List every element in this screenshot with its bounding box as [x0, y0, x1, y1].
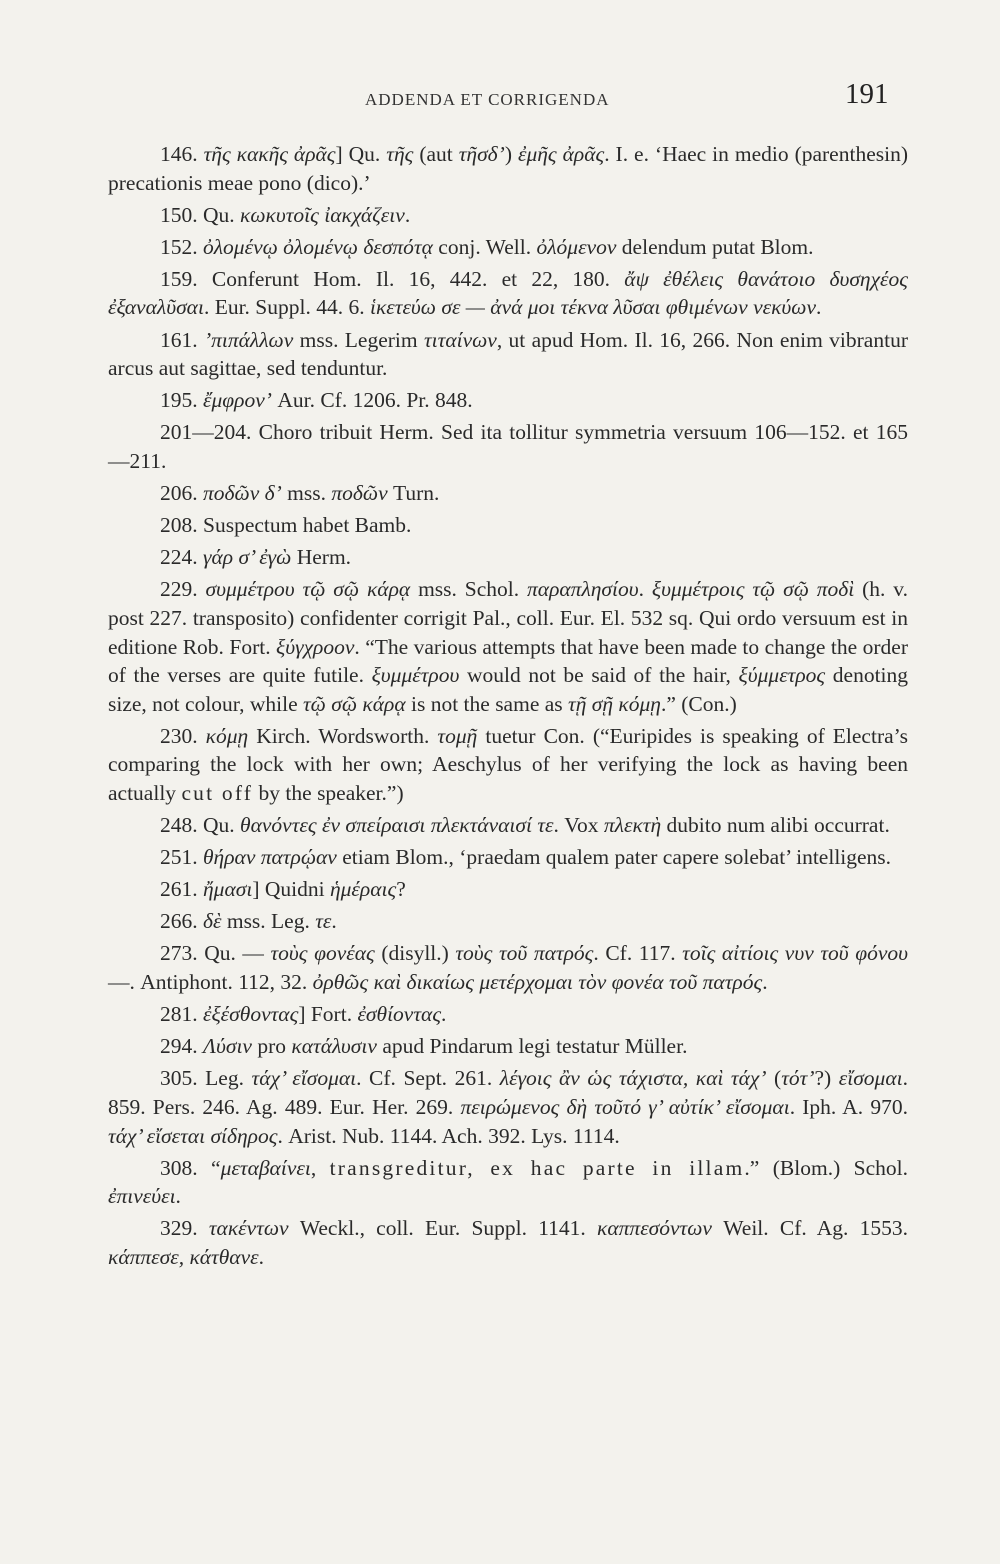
- note-text: 329.: [160, 1216, 209, 1241]
- note-text: . 859. Pers. 246. Ag. 489. Eur. Her. 269.: [108, 1066, 908, 1119]
- greek-text: πλεκτὴ: [603, 813, 662, 838]
- note-paragraph: [108, 233, 908, 262]
- note-text: . Cf. Sept. 261.: [356, 1066, 500, 1091]
- note-paragraph: [108, 1064, 908, 1150]
- note-paragraph: [108, 875, 908, 904]
- greek-text: συμμέτρου τῷ σῷ κάρᾳ: [205, 577, 411, 602]
- greek-text: τῆσδ’: [458, 142, 505, 166]
- note-text: , ut apud Hom. Il. 16, 266. Non enim vibrantur arcus aut sagittae, sed tenduntur.: [108, 327, 908, 381]
- greek-text: ποδῶν: [331, 481, 388, 506]
- note-text: —. Antiphont. 112, 32.: [108, 970, 313, 995]
- greek-text: μεταβαίνει: [220, 1155, 311, 1180]
- greek-text: ξυμμέτροις τῷ σῷ ποδὶ: [651, 577, 855, 602]
- greek-text: ἐξέσθοντας: [203, 1002, 299, 1027]
- note-text: 224.: [160, 545, 203, 570]
- page-header: [0, 78, 1000, 118]
- note-text: . Iph. A. 970.: [789, 1094, 908, 1119]
- greek-text: τάχ’ εἴσομαι: [251, 1066, 357, 1091]
- note-text: ] Quidni: [252, 877, 330, 902]
- greek-text: τότ’: [781, 1066, 815, 1091]
- note-paragraph: [108, 201, 908, 230]
- greek-text: τῆς κακῆς ἀρᾶς: [203, 142, 336, 166]
- note-text: conj. Well.: [432, 234, 537, 259]
- note-text: .: [816, 295, 822, 320]
- note-paragraph: [108, 140, 908, 197]
- spaced-text: transgreditur, ex hac parte in illam: [329, 1155, 745, 1180]
- greek-text: θήραν πατρῴαν: [203, 845, 337, 870]
- greek-text: κωκυτοῖς ἰακχάζειν: [240, 202, 405, 227]
- note-text: etiam Blom., ‘praedam qualem pater capere solebat’ intelligens.: [336, 845, 892, 870]
- greek-text: ἐπινεύει: [108, 1184, 176, 1209]
- note-paragraph: [108, 386, 908, 415]
- note-text: 261.: [160, 877, 203, 902]
- note-text: .: [638, 577, 652, 602]
- greek-text: κόμῃ: [205, 723, 249, 748]
- note-text: 248. Qu.: [160, 813, 241, 838]
- note-text: is not the same as: [405, 691, 569, 716]
- note-text: apud Pindarum legi testatur Müller.: [376, 1034, 688, 1059]
- running-head: ADDENDA ET CORRIGENDA: [365, 90, 610, 109]
- note-text: 206.: [160, 481, 203, 506]
- note-text: . Cf. 117.: [593, 941, 683, 966]
- spaced-text: cut off: [181, 780, 254, 805]
- note-text: dubito num alibi occurrat.: [661, 813, 890, 838]
- note-text: .” (Con.): [660, 691, 737, 716]
- greek-text: δὲ: [203, 909, 222, 934]
- note-text: 266.: [160, 909, 203, 934]
- greek-text: τοῖς αἰτίοις νυν τοῦ φόνου: [682, 941, 908, 966]
- greek-text: ποδῶν δ’: [203, 481, 282, 506]
- note-text: 230.: [160, 723, 206, 748]
- note-paragraph: [108, 418, 908, 475]
- greek-text: ὀλόμενον: [536, 234, 617, 259]
- note-text: . I. e. ‘Haec in medio (parenthesin) precationis meae pono (dico).’: [108, 142, 908, 195]
- greek-text: πειρώμενος δὴ τοῦτό γ’ αὐτίκ’ εἴσομαι: [460, 1094, 790, 1119]
- note-paragraph: [108, 511, 908, 540]
- greek-text: ἐσθίοντας: [357, 1002, 442, 1027]
- note-text: (h. v. post 227. transposito) confidenter corrigit Pal., coll. Eur. El. 532 sq. Qui ordo versuum est in editione Rob. Fort.: [108, 577, 909, 659]
- note-text: Herm.: [291, 545, 352, 570]
- greek-text: τακέντων: [208, 1216, 289, 1241]
- greek-text: ξύγχροον: [276, 634, 355, 659]
- greek-text: Λύσιν: [203, 1034, 252, 1059]
- note-text: 305. Leg.: [160, 1066, 252, 1091]
- note-text: ] Fort.: [298, 1002, 358, 1027]
- note-text: ,: [310, 1155, 330, 1180]
- greek-text: τῷ σῷ κάρᾳ: [302, 691, 406, 716]
- note-text: ?: [396, 877, 406, 902]
- note-paragraph: [108, 326, 908, 383]
- note-paragraph: [108, 479, 908, 508]
- note-text: .: [762, 970, 768, 995]
- note-text: 201—204. Choro tribuit Herm. Sed ita tollitur symmetria versuum 106—152. et 165—211.: [108, 420, 908, 473]
- greek-text: τοὺς τοῦ πατρός: [455, 941, 594, 966]
- note-text: 159. Conferunt Hom. Il. 16, 442. et 22, 180.: [160, 266, 625, 291]
- greek-text: καππεσόντων: [597, 1216, 712, 1241]
- note-text: .: [258, 1244, 264, 1269]
- greek-text: ξυμμέτρου: [371, 663, 460, 688]
- note-text: mss. Schol.: [410, 577, 528, 602]
- note-text: Aur. Cf. 1206. Pr. 848.: [271, 388, 473, 413]
- note-text: Turn.: [387, 481, 440, 506]
- note-text: ): [504, 142, 518, 166]
- note-text: Kirch. Wordsworth.: [248, 723, 438, 748]
- greek-text: παραπλησίου: [527, 577, 639, 602]
- note-text: 152.: [160, 234, 203, 259]
- note-text: Weil. Cf. Ag. 1553.: [711, 1216, 909, 1241]
- note-text: 308. “: [160, 1155, 221, 1180]
- note-text: 208. Suspectum habet Bamb.: [160, 513, 412, 538]
- note-text: denoting size, not colour, while: [108, 663, 909, 716]
- note-paragraph: [108, 265, 908, 322]
- greek-text: ὀλομένῳ ὀλομένῳ δεσπότᾳ: [203, 234, 433, 259]
- page-number: 191: [845, 78, 889, 110]
- note-paragraph: [108, 543, 908, 572]
- greek-text: ἡμέραις: [329, 877, 397, 902]
- note-text: 229.: [160, 577, 206, 602]
- note-text: pro: [251, 1034, 292, 1059]
- note-text: 281.: [160, 1002, 203, 1027]
- note-text: .” (Blom.) Schol.: [744, 1155, 909, 1180]
- note-text: (: [766, 1066, 782, 1091]
- note-paragraph: [108, 811, 908, 840]
- note-text: 251.: [160, 845, 203, 870]
- note-text: .: [175, 1184, 181, 1209]
- note-text: .: [441, 1002, 447, 1027]
- note-text: 195.: [160, 388, 203, 413]
- greek-text: λέγοις ἂν ὡς τάχιστα, καὶ τάχ’: [499, 1066, 767, 1091]
- note-text: (aut: [413, 142, 459, 166]
- greek-text: ξύμμετρος: [738, 663, 826, 688]
- note-text: . Eur. Suppl. 44. 6.: [203, 295, 370, 320]
- note-paragraph: [108, 907, 908, 936]
- greek-text: ἤμασι: [203, 877, 253, 902]
- note-text: by the speaker.”): [253, 780, 404, 805]
- note-text: ?): [814, 1066, 839, 1091]
- note-text: . Vox: [553, 813, 604, 838]
- greek-text: τάχ’ εἴσεται σίδηρος: [108, 1123, 278, 1148]
- note-text: would not be said of the hair,: [459, 663, 739, 688]
- note-paragraph: [108, 722, 908, 808]
- greek-text: τε: [315, 909, 332, 934]
- note-paragraph: [108, 1032, 908, 1061]
- note-text: (disyll.): [374, 941, 456, 966]
- note-text: 150. Qu.: [160, 202, 241, 227]
- greek-text: τοὺς φονέας: [270, 941, 375, 966]
- greek-text: ἱκετεύω σε — ἀνά μοι τέκνα λῦσαι φθιμένων νεκύων: [369, 295, 817, 320]
- greek-text: ἐμῆς ἀρᾶς: [517, 142, 605, 166]
- note-text: mss. Legerim: [293, 327, 424, 352]
- note-text: 273. Qu. —: [160, 941, 271, 966]
- note-text: 146.: [160, 142, 204, 166]
- note-paragraph: [108, 939, 908, 996]
- greek-text: κατάλυσιν: [291, 1034, 377, 1059]
- greek-text: ’πιπάλλων: [203, 327, 294, 352]
- greek-text: κάππεσε, κάτθανε: [108, 1244, 259, 1269]
- note-paragraph: [108, 575, 908, 718]
- note-paragraph: [108, 1000, 908, 1029]
- note-text: .: [404, 202, 411, 227]
- greek-text: εἴσομαι: [838, 1066, 903, 1091]
- greek-text: τῆς: [386, 142, 414, 166]
- notes-body: [108, 140, 908, 1275]
- note-text: . “The various attempts that have been made to change the order of the verses are quite futile.: [108, 634, 908, 688]
- greek-text: γάρ σ’ ἐγὼ: [203, 545, 292, 570]
- greek-text: τομῇ: [437, 723, 478, 748]
- greek-text: τιταίνων: [423, 327, 497, 352]
- greek-text: ἔμφρον’: [203, 388, 272, 413]
- note-paragraph: [108, 1214, 908, 1271]
- note-text: 161.: [160, 327, 204, 352]
- note-text: Weckl., coll. Eur. Suppl. 1141.: [288, 1216, 598, 1241]
- note-text: mss. Leg.: [221, 909, 316, 934]
- note-paragraph: [108, 843, 908, 872]
- note-text: . Arist. Nub. 1144. Ach. 392. Lys. 1114.: [277, 1123, 620, 1148]
- note-paragraph: [108, 1154, 908, 1211]
- greek-text: θανόντες ἐν σπείραισι πλεκτάναισί τε: [240, 813, 554, 838]
- note-text: 294.: [160, 1034, 203, 1059]
- note-text: ] Qu.: [335, 142, 387, 166]
- greek-text: τῇ σῇ κόμῃ: [568, 691, 661, 716]
- greek-text: ὀρθῶς καὶ δικαίως μετέρχομαι τὸν φονέα τοῦ πατρός: [312, 970, 763, 995]
- note-text: .: [331, 909, 337, 934]
- note-text: delendum putat Blom.: [616, 234, 814, 259]
- greek-text: ἄψ ἐθέλεις θανάτοιο δυσηχέος ἐξαναλῦσαι: [108, 266, 908, 320]
- note-text: mss.: [281, 481, 332, 506]
- note-text: tuetur Con. (“Euripides is speaking of Electra’s comparing the lock with her own; Aeschylus of her verifying the lock as having been actually: [108, 723, 908, 805]
